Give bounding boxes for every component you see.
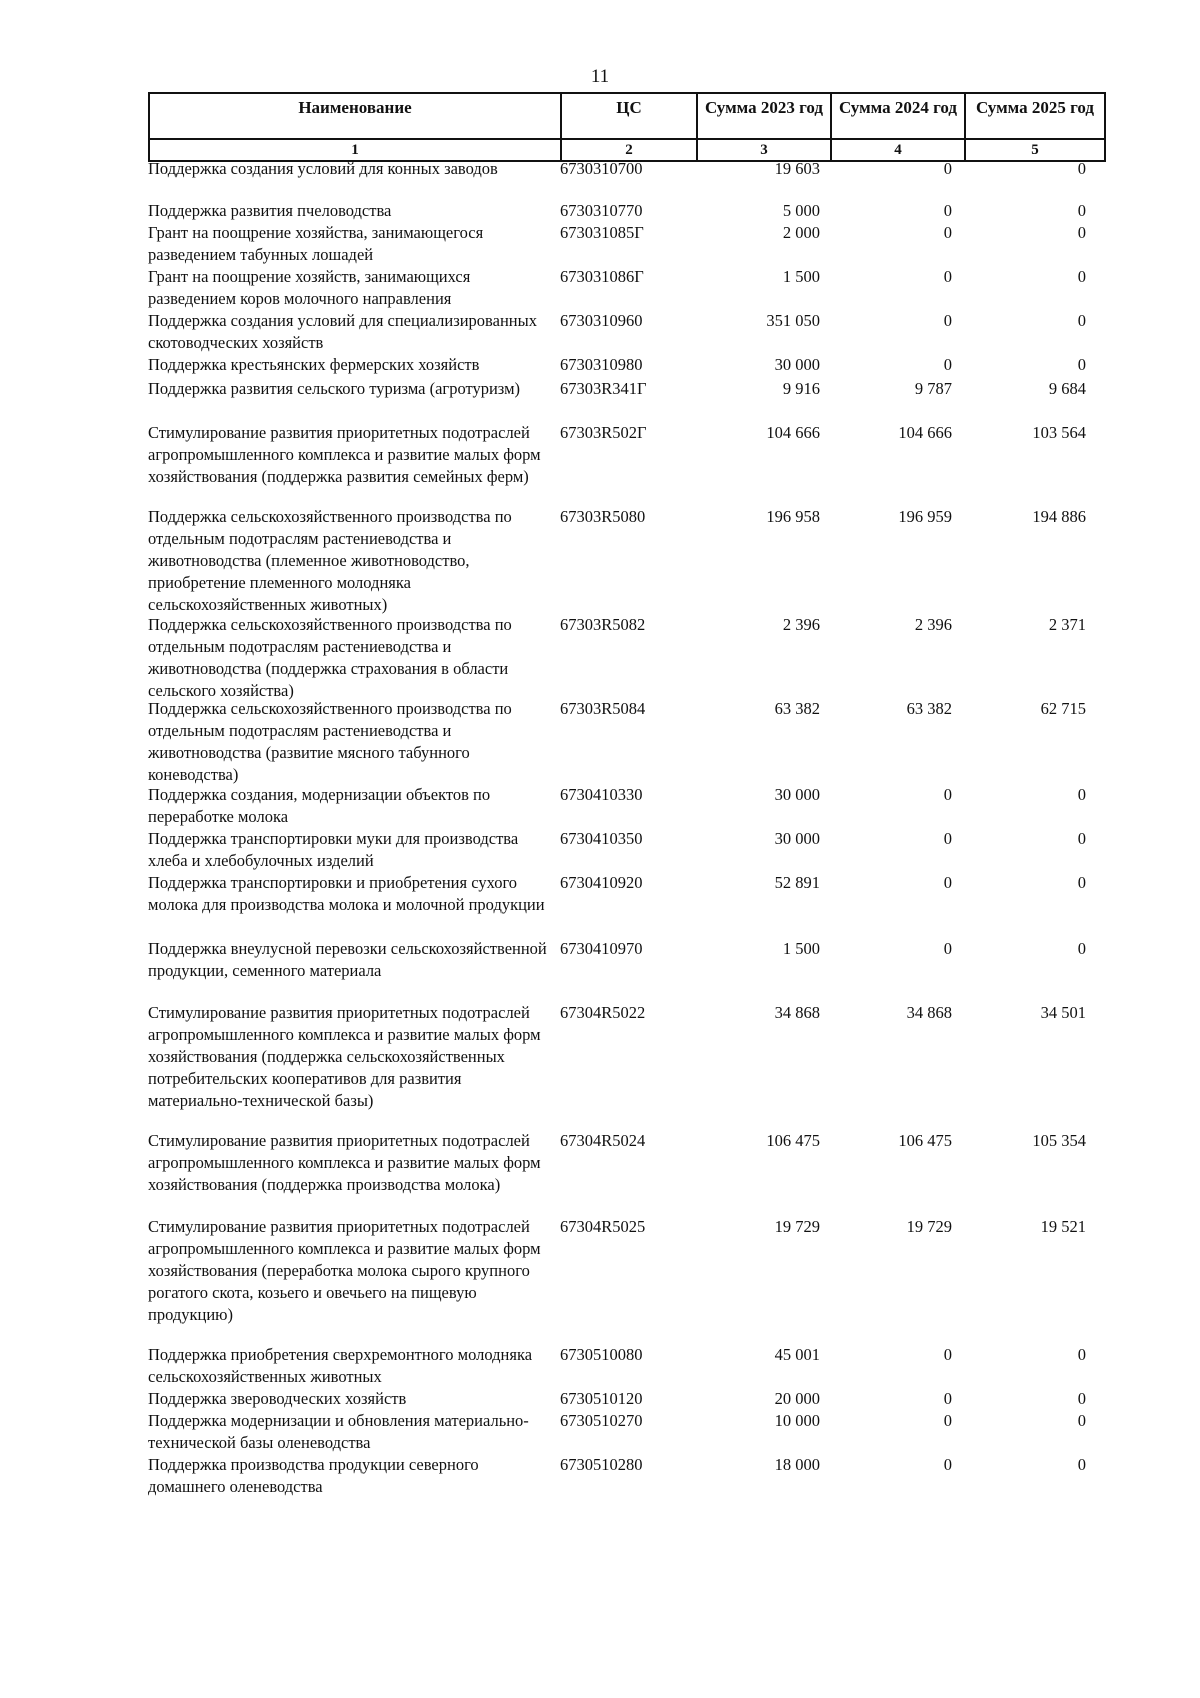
row-code: 673031085Г bbox=[560, 223, 644, 242]
row-sum-2025: 0 bbox=[1077, 159, 1086, 178]
row-sum-2023: 52 891 bbox=[774, 873, 820, 892]
row-sum-2023: 1 500 bbox=[782, 267, 820, 286]
header-2025: Сумма 2025 год bbox=[965, 93, 1105, 139]
row-sum-2023: 196 958 bbox=[766, 507, 820, 526]
row-sum-2023: 106 475 bbox=[766, 1131, 820, 1150]
row-code: 67303R5082 bbox=[560, 615, 646, 634]
row-name: Поддержка транспортировки муки для производства хлеба и хлебобулочных изделий bbox=[148, 829, 519, 870]
row-name: Поддержка развития сельского туризма (агротуризм) bbox=[148, 379, 521, 398]
row-name: Стимулирование развития приоритетных подотраслей агропромышленного комплекса и развитие малых форм хозяйствования (поддержка развития семейных ферм) bbox=[148, 423, 541, 486]
row-name: Поддержка звероводческих хозяйств bbox=[148, 1389, 407, 1408]
row-code: 6730510270 bbox=[560, 1411, 643, 1430]
table-row bbox=[148, 1454, 1104, 1498]
row-sum-2024: 0 bbox=[943, 1411, 952, 1430]
row-sum-2024: 0 bbox=[943, 355, 952, 374]
table-row bbox=[148, 506, 1104, 616]
row-sum-2025: 0 bbox=[1077, 1389, 1086, 1408]
row-name: Поддержка модернизации и обновления материально-технической базы оленеводства bbox=[148, 1411, 529, 1452]
table-row bbox=[148, 1344, 1104, 1388]
row-sum-2023: 20 000 bbox=[774, 1389, 820, 1408]
row-sum-2024: 0 bbox=[943, 267, 952, 286]
table-row bbox=[148, 266, 1104, 310]
row-code: 6730410920 bbox=[560, 873, 643, 892]
row-code: 67304R5025 bbox=[560, 1217, 646, 1236]
table-header bbox=[148, 92, 1106, 162]
row-sum-2023: 2 000 bbox=[782, 223, 820, 242]
row-code: 6730510080 bbox=[560, 1345, 643, 1364]
row-sum-2025: 103 564 bbox=[1032, 423, 1086, 442]
row-sum-2025: 0 bbox=[1077, 829, 1086, 848]
row-sum-2025: 0 bbox=[1077, 873, 1086, 892]
row-sum-2025: 2 371 bbox=[1048, 615, 1086, 634]
row-sum-2023: 30 000 bbox=[774, 785, 820, 804]
row-name: Поддержка сельскохозяйственного производства по отдельным подотраслям растениеводства и животноводства (развитие мясного табунного коневодства) bbox=[148, 699, 512, 784]
row-sum-2025: 0 bbox=[1077, 1455, 1086, 1474]
row-code: 67304R5024 bbox=[560, 1131, 646, 1150]
row-name: Поддержка создания условий для конных заводов bbox=[148, 159, 498, 178]
row-name: Стимулирование развития приоритетных подотраслей агропромышленного комплекса и развитие малых форм хозяйствования (поддержка производства молока) bbox=[148, 1131, 541, 1194]
row-sum-2024: 0 bbox=[943, 311, 952, 330]
row-sum-2023: 18 000 bbox=[774, 1455, 820, 1474]
row-sum-2024: 0 bbox=[943, 873, 952, 892]
row-sum-2023: 19 603 bbox=[774, 159, 820, 178]
row-name: Поддержка сельскохозяйственного производства по отдельным подотраслям растениеводства и животноводства (поддержка страхования в области сельского хозяйства) bbox=[148, 615, 512, 700]
table-row bbox=[148, 378, 1104, 400]
table-row bbox=[148, 698, 1104, 786]
table-row bbox=[148, 1410, 1104, 1454]
table-row bbox=[148, 1002, 1104, 1112]
row-sum-2025: 0 bbox=[1077, 1345, 1086, 1364]
row-sum-2023: 19 729 bbox=[774, 1217, 820, 1236]
row-code: 6730310960 bbox=[560, 311, 643, 330]
row-sum-2024: 104 666 bbox=[898, 423, 952, 442]
row-sum-2023: 45 001 bbox=[774, 1345, 820, 1364]
row-sum-2025: 0 bbox=[1077, 311, 1086, 330]
row-sum-2024: 34 868 bbox=[906, 1003, 952, 1022]
row-code: 6730510120 bbox=[560, 1389, 643, 1408]
row-code: 67303R502Г bbox=[560, 423, 647, 442]
row-name: Поддержка крестьянских фермерских хозяйств bbox=[148, 355, 480, 374]
table-row bbox=[148, 938, 1104, 982]
table-row bbox=[148, 422, 1104, 488]
row-sum-2024: 0 bbox=[943, 159, 952, 178]
row-name: Поддержка внеулусной перевозки сельскохозяйственной продукции, семенного материала bbox=[148, 939, 547, 980]
row-name: Поддержка развития пчеловодства bbox=[148, 201, 392, 220]
row-name: Поддержка производства продукции северного домашнего оленеводства bbox=[148, 1455, 479, 1496]
row-code: 67303R5080 bbox=[560, 507, 646, 526]
row-code: 67303R341Г bbox=[560, 379, 647, 398]
row-sum-2025: 62 715 bbox=[1040, 699, 1086, 718]
table-row bbox=[148, 784, 1104, 828]
row-name: Стимулирование развития приоритетных подотраслей агропромышленного комплекса и развитие малых форм хозяйствования (поддержка сельскохозяйственных потребительских кооперативов для развития материально-технической базы) bbox=[148, 1003, 541, 1110]
table-row bbox=[148, 1216, 1104, 1326]
row-sum-2024: 0 bbox=[943, 785, 952, 804]
table-row bbox=[148, 222, 1104, 266]
table-row bbox=[148, 828, 1104, 872]
row-sum-2024: 0 bbox=[943, 223, 952, 242]
row-sum-2025: 0 bbox=[1077, 223, 1086, 242]
row-sum-2024: 0 bbox=[943, 201, 952, 220]
table-row bbox=[148, 1130, 1104, 1196]
table-row bbox=[148, 310, 1104, 354]
header-code: ЦС bbox=[561, 93, 697, 139]
row-name: Поддержка транспортировки и приобретения сухого молока для производства молока и молочной продукции bbox=[148, 873, 545, 914]
header-num-1: 1 bbox=[149, 139, 561, 161]
row-sum-2023: 10 000 bbox=[774, 1411, 820, 1430]
row-sum-2025: 0 bbox=[1077, 785, 1086, 804]
row-name: Грант на поощрение хозяйств, занимающихся разведением коров молочного направления bbox=[148, 267, 471, 308]
row-sum-2025: 19 521 bbox=[1040, 1217, 1086, 1236]
row-sum-2024: 0 bbox=[943, 1455, 952, 1474]
row-sum-2025: 0 bbox=[1077, 355, 1086, 374]
row-sum-2023: 2 396 bbox=[782, 615, 820, 634]
row-sum-2023: 34 868 bbox=[774, 1003, 820, 1022]
row-code: 6730410350 bbox=[560, 829, 643, 848]
row-sum-2023: 1 500 bbox=[782, 939, 820, 958]
page-number: 11 bbox=[590, 66, 610, 87]
table-row bbox=[148, 614, 1104, 702]
row-code: 6730310700 bbox=[560, 159, 643, 178]
row-sum-2023: 351 050 bbox=[766, 311, 820, 330]
row-sum-2024: 19 729 bbox=[906, 1217, 952, 1236]
row-sum-2025: 0 bbox=[1077, 267, 1086, 286]
row-name: Грант на поощрение хозяйства, занимающегося разведением табунных лошадей bbox=[148, 223, 484, 264]
table-row bbox=[148, 354, 1104, 376]
table-row bbox=[148, 158, 1104, 180]
row-sum-2024: 106 475 bbox=[898, 1131, 952, 1150]
row-sum-2024: 0 bbox=[943, 1389, 952, 1408]
table-row bbox=[148, 1388, 1104, 1410]
row-sum-2024: 196 959 bbox=[898, 507, 952, 526]
row-sum-2025: 0 bbox=[1077, 201, 1086, 220]
header-2024: Сумма 2024 год bbox=[831, 93, 965, 139]
row-sum-2025: 105 354 bbox=[1032, 1131, 1086, 1150]
table-row bbox=[148, 200, 1104, 222]
row-sum-2024: 0 bbox=[943, 939, 952, 958]
row-code: 67304R5022 bbox=[560, 1003, 646, 1022]
row-code: 6730410970 bbox=[560, 939, 643, 958]
row-code: 6730310980 bbox=[560, 355, 643, 374]
row-sum-2023: 9 916 bbox=[782, 379, 820, 398]
row-sum-2024: 0 bbox=[943, 829, 952, 848]
row-sum-2023: 30 000 bbox=[774, 829, 820, 848]
row-sum-2025: 0 bbox=[1077, 939, 1086, 958]
row-sum-2023: 104 666 bbox=[766, 423, 820, 442]
row-sum-2023: 30 000 bbox=[774, 355, 820, 374]
row-sum-2023: 5 000 bbox=[782, 201, 820, 220]
header-2023: Сумма 2023 год bbox=[697, 93, 831, 139]
header-name: Наименование bbox=[149, 93, 561, 139]
row-sum-2025: 194 886 bbox=[1032, 507, 1086, 526]
row-code: 6730410330 bbox=[560, 785, 643, 804]
header-num-2: 2 bbox=[561, 139, 697, 161]
row-name: Стимулирование развития приоритетных подотраслей агропромышленного комплекса и развитие малых форм хозяйствования (переработка молока сырого крупного рогатого скота, козьего и овечьего на пищевую продукцию) bbox=[148, 1217, 541, 1324]
row-sum-2025: 34 501 bbox=[1040, 1003, 1086, 1022]
table-row bbox=[148, 872, 1104, 916]
row-sum-2024: 0 bbox=[943, 1345, 952, 1364]
row-name: Поддержка сельскохозяйственного производства по отдельным подотраслям растениеводства и животноводства (племенное животноводство, приобретение племенного молодняка сельскохозяйственных животных) bbox=[148, 507, 512, 614]
row-code: 6730510280 bbox=[560, 1455, 643, 1474]
header-num-4: 4 bbox=[831, 139, 965, 161]
row-sum-2024: 2 396 bbox=[914, 615, 952, 634]
row-code: 67303R5084 bbox=[560, 699, 646, 718]
row-sum-2025: 9 684 bbox=[1048, 379, 1086, 398]
header-num-5: 5 bbox=[965, 139, 1105, 161]
row-name: Поддержка создания условий для специализированных скотоводческих хозяйств bbox=[148, 311, 537, 352]
row-code: 6730310770 bbox=[560, 201, 643, 220]
row-sum-2023: 63 382 bbox=[774, 699, 820, 718]
row-sum-2025: 0 bbox=[1077, 1411, 1086, 1430]
row-name: Поддержка создания, модернизации объектов по переработке молока bbox=[148, 785, 491, 826]
row-sum-2024: 9 787 bbox=[914, 379, 952, 398]
row-name: Поддержка приобретения сверхремонтного молодняка сельскохозяйственных животных bbox=[148, 1345, 533, 1386]
row-sum-2024: 63 382 bbox=[906, 699, 952, 718]
header-num-3: 3 bbox=[697, 139, 831, 161]
row-code: 673031086Г bbox=[560, 267, 644, 286]
